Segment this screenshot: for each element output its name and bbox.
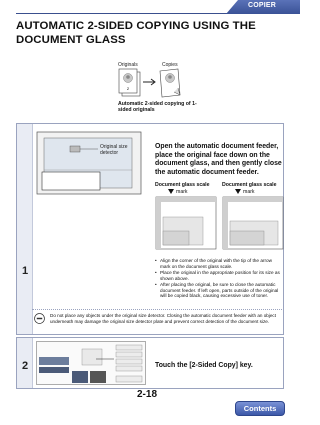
copies-stack-icon xyxy=(160,69,180,97)
copies-label: Copies xyxy=(162,62,178,68)
glass-scale-diagrams xyxy=(154,187,286,253)
bullet-item: • Place the original in the appropriate position for its size as shown above. xyxy=(155,270,283,282)
scanner-glass-illustration xyxy=(36,130,148,200)
page-number: 2-18 xyxy=(137,389,158,400)
mark-label-left: mark xyxy=(176,189,188,195)
glass-scale-label-right: Document glass scale xyxy=(222,182,277,188)
caution-text: Do not place any objects under the original size detector. Closing the automatic document feeder with an object underneath may damage the original size detector plate and prevent correct detection of the document size. xyxy=(50,313,276,324)
page-header xyxy=(0,0,300,20)
originals-stack-icon xyxy=(119,69,140,96)
glass-scale-left xyxy=(156,197,216,249)
svg-text:2: 2 xyxy=(126,86,130,91)
glass-scale-label-left: Document glass scale xyxy=(155,182,210,188)
mark-label-right: mark xyxy=(243,189,255,195)
bullet-item: • Align the corner of the original with the tip of the arrow mark on the document glass scale. xyxy=(155,258,283,270)
arrow-icon xyxy=(143,79,155,85)
step-1-heading: Open the automatic document feeder, place the original face down on the document glass, and then gently close the automatic document feeder. xyxy=(155,143,282,176)
step-number: 1 xyxy=(21,265,29,277)
section-label: COPIER xyxy=(248,2,277,9)
touch-panel-illustration xyxy=(36,341,146,385)
contents-button[interactable]: Contents xyxy=(235,401,285,416)
mark-icon xyxy=(168,189,241,194)
page-title: AUTOMATIC 2-SIDED COPYING USING THE DOCUMENT GLASS xyxy=(16,20,256,46)
glass-scale-right xyxy=(223,197,283,249)
step-1-bullets xyxy=(155,258,283,299)
caution-note xyxy=(32,309,282,333)
bullet-item: • After placing the original, be sure to close the automatic document feeder. If left open, parts outside of the original will be copied black, causing excessive use of toner. xyxy=(155,282,283,300)
step-number: 2 xyxy=(21,360,29,372)
caution-icon xyxy=(34,313,45,324)
step-number-column xyxy=(17,124,33,334)
step-2-heading: Touch the [2-Sided Copy] key. xyxy=(155,362,253,369)
originals-label: Originals xyxy=(118,62,138,68)
originals-to-copies-illustration xyxy=(118,68,184,98)
original-size-detector-label: Original size detector xyxy=(100,144,128,156)
figure-caption: Automatic 2-sided copying of 1-sided originals xyxy=(118,101,197,114)
